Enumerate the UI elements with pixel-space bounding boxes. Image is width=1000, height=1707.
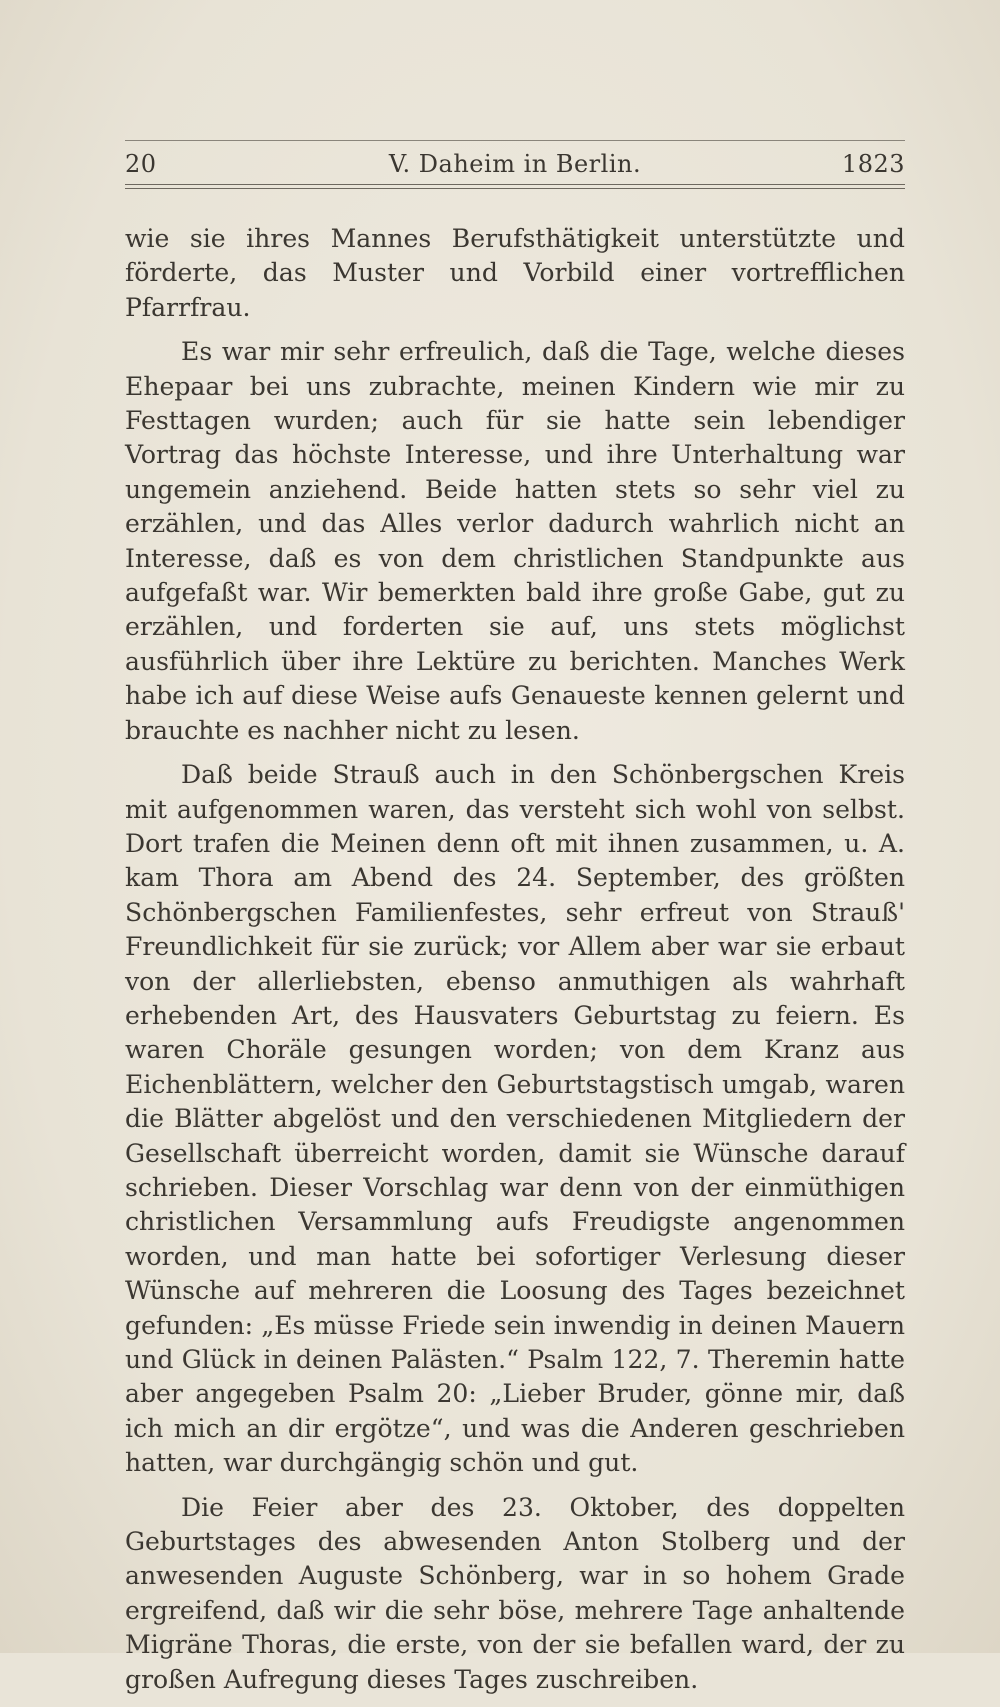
header-year: 1823 xyxy=(841,150,905,178)
paragraph: Die Feier aber des 23. Oktober, des doppelten Geburtstages des abwesenden Anton Stolberg und der anwesenden Auguste Schönberg, war in so hohem Grade ergreifend, daß wir die sehr böse, mehrere Tage anhaltende Migräne Thoras, die erste, von der sie befallen ward, der zu großen Aufregung dieses Tages zuschreiben. xyxy=(125,1492,905,1694)
header-rule-top xyxy=(125,184,905,185)
paragraph: Es war mir sehr erfreulich, daß die Tage, welche dieses Ehepaar bei uns zubrachte, meinen Kindern wie mir zu Festtagen wurden; auch für sie hatte sein lebendiger Vortrag das höchste Interesse, und ihre Unterhaltung war ungemein anziehend. Beide hatten stets so sehr viel zu erzählen, und das Alles verlor dadurch wahrlich nicht an Interesse, daß es von dem christlichen Standpunkte aus aufgefaßt war. Wir bemerkten bald ihre große Gabe, gut zu erzählen, und forderten sie auf, uns stets möglichst ausführlich über ihre Lektüre zu berichten. Manches Werk habe ich auf diese Weise aufs Genaueste kennen gelernt und brauchte es nachher nicht zu lesen. xyxy=(125,337,905,745)
body-text xyxy=(125,222,905,1707)
page-number: 20 xyxy=(125,150,157,178)
header-rule-bottom xyxy=(125,188,905,189)
paragraph: Daß beide Strauß auch in den Schönbergschen Kreis mit aufgenommen waren, das versteht sich wohl von selbst. Dort trafen die Meinen denn oft mit ihnen zusammen, u. A. kam Thora am Abend des 24. September, des größten Schönbergschen Familienfestes, sehr erfreut von Strauß' Freundlichkeit für sie zurück; vor Allem aber war sie erbaut von der allerliebsten, ebenso anmuthigen als wahrhaft erhebenden Art, des Hausvaters Geburtstag zu feiern. Es waren Choräle gesungen worden; von dem Kranz aus Eichenblättern, welcher den Geburtstagstisch umgab, waren die Blätter abgelöst und den verschiedenen Mitgliedern der Gesellschaft überreicht worden, damit sie Wünsche darauf schrieben. Dieser Vorschlag war denn von der einmüthigen christlichen Versammlung aufs Freudigste angenommen worden, und man hatte bei sofortiger Verlesung dieser Wünsche auf mehreren die Loosung des Tages bezeichnet gefunden: „Es müsse Friede sein inwendig in deinen Mauern und Glück in deinen Palästen.“ Psalm 122, 7. Theremin hatte aber angegeben Psalm 20: „Lieber Bruder, gönne mir, daß ich mich an dir ergötze“, und was die Anderen geschrieben hatten, war durchgängig schön und gut. xyxy=(125,760,905,1478)
paragraph-continuation: wie sie ihres Mannes Berufsthätigkeit unterstützte und förderte, das Muster und Vorbild einer vortrefflichen Pfarrfrau. xyxy=(125,224,905,322)
running-title: V. Daheim in Berlin. xyxy=(388,150,642,178)
running-header xyxy=(125,140,905,185)
